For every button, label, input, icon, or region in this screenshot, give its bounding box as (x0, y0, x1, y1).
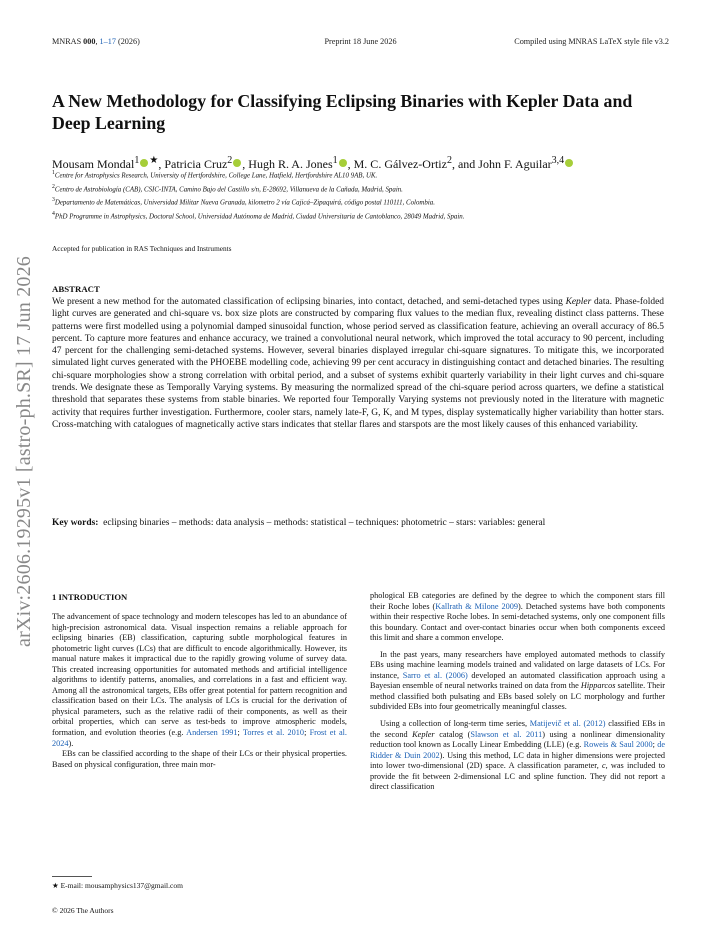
affiliation-2: $^2$Centro de Astrobiología (CAB), CSIC-INTA, Camino Bajo del Castillo s/n, E-28692, Villanueva de la Cañada, Madrid, Spain. (52, 183, 403, 193)
journal-volume: 000 (83, 37, 96, 46)
author-3: Hugh R. A. Jones$^1$ (248, 157, 347, 171)
citation-link[interactable]: Slawson et al. 2011 (470, 729, 543, 739)
abstract-heading: ABSTRACT (52, 284, 100, 294)
paragraph: Using a collection of long-term time series, Matijevič et al. (2012) classified EBs in the second Kepler catalog (Slawson et al. 2011) using a nonlinear dimensionality reduction tool known as Locally Linear Embedding (LLE) (e.g. Roweis & Saul 2000; de Ridder & Duin 2002). Using this method, LC data in higher dimensions were projected into lower two-dimensional (2D) space. A classification parameter, c, was included to provide the fit between 2-dimensional LC and spline function. They did not report a direct classification (370, 719, 666, 792)
running-head-center: Preprint 18 June 2026 (324, 37, 397, 46)
citation-link[interactable]: Kallrath & Milone 2009 (435, 601, 518, 611)
copyright-notice: © 2026 The Authors (52, 906, 114, 915)
orcid-icon[interactable] (140, 159, 148, 167)
keywords (52, 517, 664, 529)
abstract-body: We present a new method for the automated classification of eclipsing binaries, into contact, detached, and semi-detached types using Kepler data. Phase-folded light curves are generated and chi-square vs. box size plots are constructed by comparing flux values to the median flux, revealing distinct class patterns. These patterns were first modelled using a polynomial damped sinusoidal function, whose period served as classification feature, achieving an overall accuracy of 86.5 percent. To capture more features and enhance accuracy, we trained a convolutional neural network, which improved the total accuracy to 90 percent, including 47 percent for the challenging semi-detached systems. However, several binaries displayed irregular chi-square signatures. To mitigate this, we incorporated simulated light curves generated with the PHOEBE modelling code, achieving 99 per cent accuracy in distinguishing contact and detached binaries. The resulting chi-square morphologies show a strong correlation with orbital period, and a subset of systems exhibit quarterly variability in their light curves and chi-square trends. We designate these as Temporally Varying systems. By measuring the normalized spread of the chi-square period across quarters, we define a statistical threshold that separates these systems from stable binaries. We reported four Temporally Varying systems not previously noted in the literature with magnetic activity that requires further investigation. Furthermore, cooler stars, namely late-F, G, K, and M types, display systematically higher variability than hotter stars. Cross-matching with catalogues of magnetically active stars indicates that stellar flares and starspots are the most likely causes of this enhanced variability. (52, 297, 664, 430)
citation-link[interactable]: Matijevič et al. (2012) (529, 719, 606, 729)
running-head-right: Compiled using MNRAS LaTeX style file v3.2 (514, 37, 669, 46)
author-4: M. C. Gálvez-Ortiz$^2$ (353, 155, 452, 171)
running-head-left: MNRAS 000, 1–17 (2026) (52, 37, 140, 46)
citation-link[interactable]: Frost et al. 2024 (52, 728, 347, 748)
acceptance-note: Accepted for publication in RAS Techniques and Instruments (52, 244, 232, 253)
author-1: Mousam Mondal$^1$ ★ (52, 155, 159, 171)
right-column (370, 591, 665, 793)
author-list: Mousam Mondal$^1$ ★, Patricia Cruz$^2$ , Hugh R. A. Jones$^1$ , M. C. Gálvez-Ortiz$^2$, and John F. Aguilar$^{3,4}$ (52, 153, 692, 172)
paragraph: In the past years, many researchers have employed automated methods to classify EBs using machine learning models trained and validated on large datasets of LCs. For instance, Sarro et al. (2006) developed an automated classification approach using a Bayesian ensemble of neural networks trained on data from the Hipparcos satellite. Their method classified both pulsating and EBs based solely on LC morphology and further subdivided EBs into four geometrically meaningful classes. (370, 649, 666, 712)
journal-name: MNRAS (52, 37, 84, 46)
citation-link[interactable]: Torres et al. 2010 (242, 728, 305, 738)
affiliations (52, 168, 692, 222)
journal-year: (2026) (115, 37, 140, 46)
section-heading-introduction: 1 INTRODUCTION (52, 592, 128, 602)
author-2: Patricia Cruz$^2$ (164, 157, 242, 171)
citation-link[interactable]: Roweis & Saul 2000 (583, 740, 653, 750)
footnote-divider (52, 876, 92, 877)
paragraph: EBs can be classified according to the shape of their LCs or their physical properties. Based on physical configuration, three main mor- (52, 749, 347, 769)
footnote-email: ★ E-mail: mousamphysics137@gmail.com (52, 881, 183, 890)
author-5: John F. Aguilar$^{3,4}$ (478, 157, 574, 171)
page-range-link[interactable]: 1–17 (99, 37, 116, 46)
left-column (52, 612, 347, 770)
affiliation-3: $^3$Departamento de Matemáticas, Universidad Militar Nueva Granada, kilometro 2 vía Cajicá–Zipaquirá, código postal 110111, Colombia. (52, 197, 435, 207)
arxiv-stamp-text: arXiv:2606.19295v1 [astro-ph.SR] 17 Jun 2026 (12, 255, 35, 647)
orcid-icon[interactable] (233, 159, 241, 167)
affiliation-1: $^1$Centre for Astrophysics Research, University of Hertfordshire, College Lane, Hatfield, Hertfordshire AL10 9AB, UK. (52, 170, 378, 180)
author-conjunction: and (457, 157, 476, 171)
citation-link[interactable]: Sarro et al. (2006) (402, 670, 468, 680)
orcid-icon[interactable] (339, 159, 347, 167)
keywords-text: eclipsing binaries – methods: data analysis – methods: statistical – techniques: photometric – stars: variables: general (103, 518, 546, 528)
citation-link[interactable]: de Ridder & Duin 2002 (370, 740, 665, 760)
citation-link[interactable]: Andersen 1991 (186, 728, 238, 738)
keywords-label: Key words: (52, 518, 99, 528)
arxiv-stamp (4, 242, 44, 660)
paper-title: A New Methodology for Classifying Eclipsing Binaries with Kepler Data and Deep Learning (52, 91, 633, 133)
orcid-icon[interactable] (565, 159, 573, 167)
paragraph: The advancement of space technology and modern telescopes has led to an abundance of high-precision astronomical data. Visual inspection remains a reliable approach for eclipsing binaries (EB) classification, capturing subtle morphological features in photometric light curves (LCs) that are difficult to encode algorithmically. However, its manual nature makes it impractical due to the rapidly growing volume of survey data. This created increasing opportunities for automated methods and artificial intelligence algorithms to identify patterns, anomalies, and correlations in a fast and efficient way. Among all the astronomical targets, EBs offer great potential for pattern recognition and classification based on their LCs. The analysis of LCs is crucial for the derivation of physical parameters, such as the relative radii of their components, as well as their orbital properties, which can serve as test-beds to improve atmospheric models, formation, and evolution theories (e.g. Andersen 1991; Torres et al. 2010; Frost et al. 2024). (52, 612, 347, 748)
affiliation-4: $^4$PhD Programme in Astrophysics, Doctoral School, Universidad Autónoma de Madrid, Ciudad Universitaria de Cantoblanco, 28049 Madrid, Spain. (52, 210, 465, 221)
paragraph: phological EB categories are defined by the degree to which the component stars fill their Roche lobes (Kallrath & Milone 2009). Detached systems have both components within their respective Roche lobes. In semi-detached systems, only one component fills this boundary. Contact and over-contact binaries occur when both components exceed this limit and share a common envelope. (370, 591, 665, 643)
